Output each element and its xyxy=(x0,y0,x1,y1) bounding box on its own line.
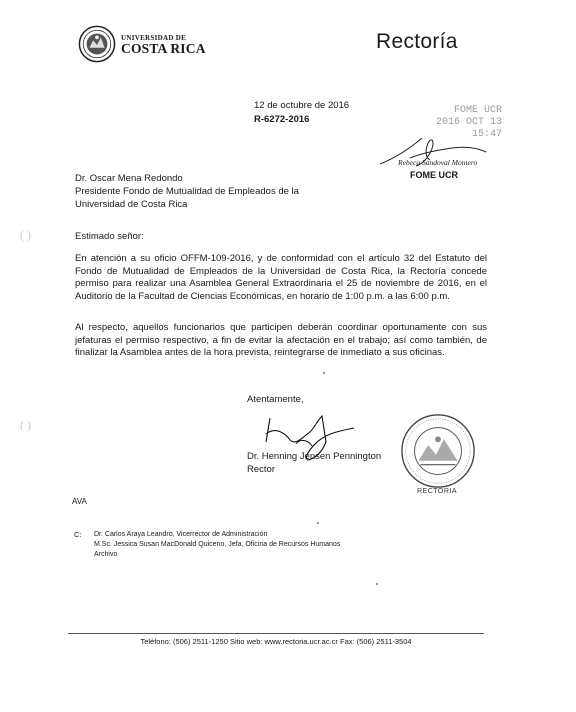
university-seal-icon xyxy=(78,25,116,63)
received-stamp-line1: FOME UCR xyxy=(453,105,502,116)
reference-number: R-6272-2016 xyxy=(254,114,310,125)
cc-entry: Dr. Carlos Araya Leandro, Vicerrector de Administración xyxy=(94,531,268,538)
cc-label: C: xyxy=(74,530,82,539)
speck-mark xyxy=(323,372,325,374)
margin-hole-mark: ( ) xyxy=(20,418,31,432)
cc-entry: M.Sc. Jessica Susan MacDonald Quiceno, Jefa, Oficina de Recursos Humanos xyxy=(94,541,341,548)
recipient-name: Dr. Oscar Mena Redondo xyxy=(75,173,183,184)
university-name-line2: COSTA RICA xyxy=(121,41,206,56)
salutation: Estimado señor: xyxy=(75,231,144,242)
received-signature-name: Rebeca Sandoval Montero xyxy=(398,158,478,167)
speck-mark xyxy=(376,583,378,585)
signer-title: Rector xyxy=(247,463,275,475)
footer-divider xyxy=(68,633,484,634)
cc-entry: Archivo xyxy=(94,551,118,558)
closing: Atentamente, xyxy=(247,394,304,405)
received-stamp-line2: 2016 OCT 13 15:47 xyxy=(435,117,502,140)
body-paragraph-1: En atención a su oficio OFFM-109-2016, y de conformidad con el artículo 32 del Estatuto del Fondo de Mutualidad de Empleados de la Universidad de Costa Rica, la Rectoría concede permiso para realizar una Asamblea General Extraordinaria el 25 de noviembre de 2016, en el Auditorio de la Facultad de Ciencias Económicas, en horario de 1:00 p.m. a las 6:00 p.m. xyxy=(75,253,487,302)
body-paragraph-2: Al respecto, aquellos funcionarios que participen deberán coordinar oportunamente con sus jefaturas el permiso respectivo, a fin de evitar la afectación en el trabajo; así como también, de finalizar la Asamblea antes de la hora prevista, reintegrarse de inmediato a sus oficinas. xyxy=(75,322,487,358)
office-title: Rectoría xyxy=(376,30,458,53)
rectoria-seal-icon xyxy=(399,412,477,490)
recipient-title-line2: Universidad de Costa Rica xyxy=(75,199,188,210)
footer-contact: Teléfono: (506) 2511-1250 Sitio web: www.rectoria.ucr.ac.cr Fax: (506) 2511-3504 xyxy=(140,637,412,646)
corner-mark: · · xyxy=(482,630,490,639)
letter-date: 12 de octubre de 2016 xyxy=(254,100,350,111)
recipient-title-line1: Presidente Fondo de Mutualidad de Empleados de la xyxy=(75,186,299,197)
received-stamp-label: FOME UCR xyxy=(410,170,458,180)
signer-name: Dr. Henning Jensen Pennington xyxy=(247,451,382,462)
university-name-line1: UNIVERSIDAD DE xyxy=(121,34,187,42)
cc-list xyxy=(94,530,340,560)
margin-hole-mark: ( ) xyxy=(20,228,31,242)
speck-mark xyxy=(317,522,319,524)
seal-label: RECTORIA xyxy=(417,488,458,495)
typist-initials: AVA xyxy=(72,497,87,506)
recipient-block xyxy=(75,172,299,211)
signer-block xyxy=(247,451,381,476)
received-signature-icon xyxy=(370,136,490,174)
